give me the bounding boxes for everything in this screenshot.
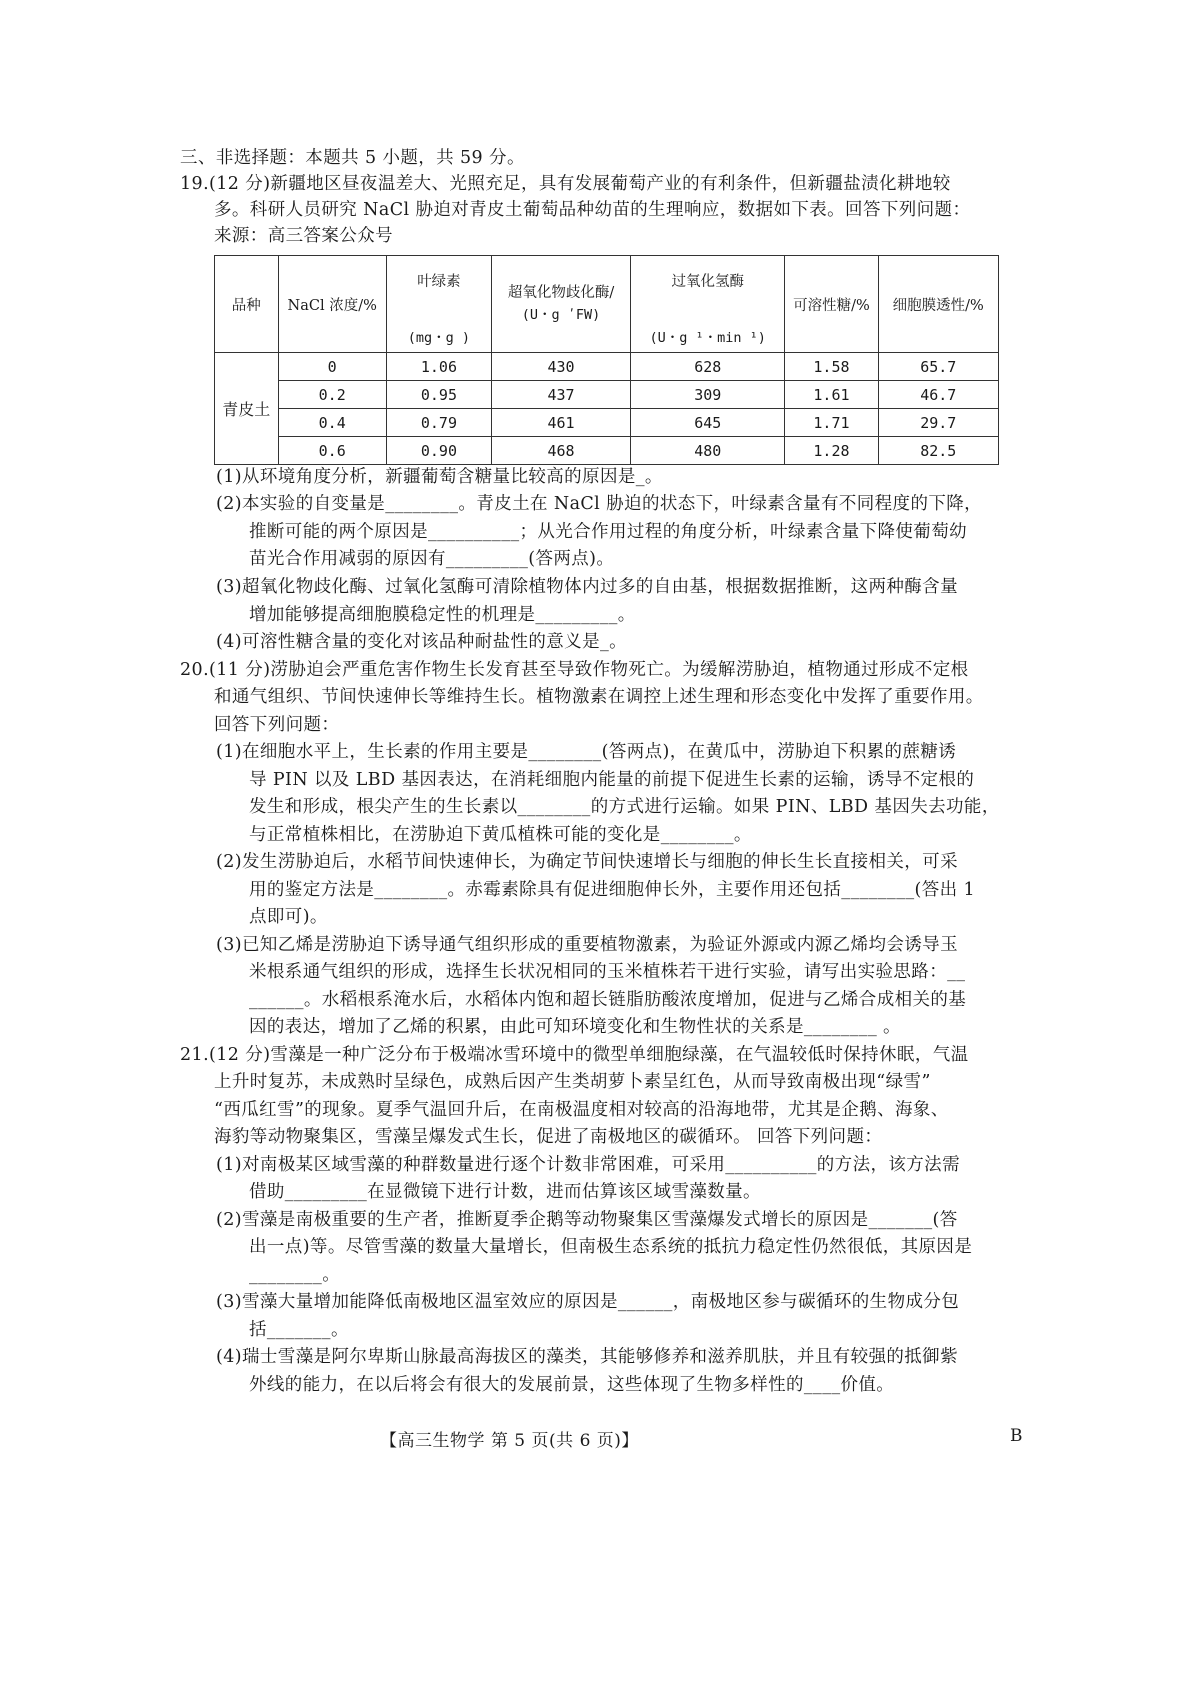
- header-membrane-permeability: 细胞膜透性/%: [878, 256, 999, 353]
- q20-part3-line-3: ______。水稻根系淹水后，水稻体内饱和超长链脂肪酸浓度增加，促进与乙烯合成相关的基: [249, 990, 967, 1010]
- cell-sugar: 1.28: [785, 437, 878, 465]
- q19-part2-line-2: 推断可能的两个原因是__________；从光合作用过程的角度分析，叶绿素含量下降使葡萄幼: [249, 522, 967, 542]
- cell-cat: 480: [631, 437, 785, 465]
- q20-part1-line-1: (1)在细胞水平上，生长素的作用主要是________(答两点)，在黄瓜中，涝胁迫下积累的蔗糖诱: [216, 742, 957, 762]
- cell-sugar: 1.61: [785, 381, 878, 409]
- header-soluble-sugar: 可溶性糖/%: [785, 256, 878, 353]
- q20-part3-line-2: 米根系通气组织的形成，选择生长状况相同的玉米植株若干进行实验，请写出实验思路：__: [249, 962, 966, 982]
- cell-chlorophyll: 1.06: [386, 353, 491, 381]
- q21-part1-line-2: 借助_________在显微镜下进行计数，进而估算该区域雪藻数量。: [249, 1182, 761, 1202]
- q20-line-3: 回答下列问题：: [214, 715, 340, 735]
- cell-sod: 461: [492, 409, 631, 437]
- q21-part1-line-1: (1)对南极某区域雪藻的种群数量进行逐个计数非常困难，可采用__________的方法，该方法需: [216, 1155, 960, 1175]
- cell-chlorophyll: 0.90: [386, 437, 491, 465]
- cell-sod: 468: [492, 437, 631, 465]
- table-row: [215, 437, 999, 465]
- q20-part2-line-3: 点即可)。: [249, 907, 328, 927]
- nacl-data-table: [214, 255, 999, 465]
- q20-line-1: 20.(11 分)涝胁迫会严重危害作物生长发育甚至导致作物死亡。为缓解涝胁迫，植物通过形成不定根: [180, 660, 969, 680]
- table-row: [215, 381, 999, 409]
- cell-chlorophyll: 0.79: [386, 409, 491, 437]
- cell-permeability: 82.5: [878, 437, 999, 465]
- q21-part2-line-1: (2)雪藻是南极重要的生产者，推断夏季企鹅等动物聚集区雪藻爆发式增长的原因是_______(答: [216, 1210, 958, 1230]
- q19-part2-line-1: (2)本实验的自变量是________。青皮土在 NaCl 胁迫的状态下，叶绿素含量有不同程度的下降，: [216, 494, 983, 514]
- q20-part1-line-4: 与正常植株相比，在涝胁迫下黄瓜植株可能的变化是________。: [249, 825, 752, 845]
- q19-part1: (1)从环境角度分析，新疆葡萄含糖量比较高的原因是_。: [216, 467, 663, 487]
- cell-sod: 437: [492, 381, 631, 409]
- header-sod-label: 超氧化物歧化酶/: [507, 285, 615, 301]
- cell-permeability: 46.7: [878, 381, 999, 409]
- cell-cat: 309: [631, 381, 785, 409]
- header-nacl: NaCl 浓度/%: [278, 256, 386, 353]
- header-variety: 品种: [215, 256, 279, 353]
- q20-part2-line-1: (2)发生涝胁迫后，水稻节间快速伸长，为确定节间快速增长与细胞的伸长生长直接相关，可采: [216, 852, 958, 872]
- footer-page-info: 【高三生物学 第 5 页(共 6 页)】: [380, 1431, 639, 1451]
- cell-permeability: 29.7: [878, 409, 999, 437]
- table-header-row: [215, 256, 999, 353]
- header-sod-unit: (U・g ʹFW): [521, 307, 601, 323]
- q20-part2-line-2: 用的鉴定方法是________。赤霉素除具有促进细胞伸长外，主要作用还包括________(答出 1: [249, 880, 976, 900]
- header-sod: [492, 256, 631, 353]
- q19-part3-line-2: 增加能够提高细胞膜稳定性的机理是_________。: [249, 605, 636, 625]
- q21-part4-line-1: (4)瑞士雪藻是阿尔卑斯山脉最高海拔区的藻类，其能够修养和滋养肌肤，并且有较强的抵御紫: [216, 1347, 958, 1367]
- q19-part2-line-3: 苗光合作用减弱的原因有_________(答两点)。: [249, 549, 615, 569]
- table-row: [215, 353, 999, 381]
- q21-part2-line-2: 出一点)等。尽管雪藻的数量大量增长，但南极生态系统的抵抗力稳定性仍然很低，其原因是: [249, 1237, 973, 1257]
- q19-part3-line-1: (3)超氧化物歧化酶、过氧化氢酶可清除植物体内过多的自由基，根据数据推断，这两种酶含量: [216, 577, 958, 597]
- q21-part3-line-1: (3)雪藻大量增加能降低南极地区温室效应的原因是______，南极地区参与碳循环的生物成分包: [216, 1292, 960, 1312]
- cell-sugar: 1.58: [785, 353, 878, 381]
- q20-part3-line-4: 因的表达，增加了乙烯的积累，由此可知环境变化和生物性状的关系是________ 。: [249, 1017, 901, 1037]
- header-cat: [631, 256, 785, 353]
- cell-permeability: 65.7: [878, 353, 999, 381]
- q20-part1-line-2: 导 PIN 以及 LBD 基因表达，在消耗细胞内能量的前提下促进生长素的运输，诱导不定根的: [249, 770, 975, 790]
- q21-part3-line-2: 括_______。: [249, 1320, 349, 1340]
- header-cat-label: 过氧化氢酶: [671, 274, 744, 290]
- q21-line-3: “西瓜红雪”的现象。夏季气温回升后，在南极温度相对较高的沿海地带，尤其是企鹅、海象、: [214, 1100, 949, 1120]
- cell-cat: 628: [631, 353, 785, 381]
- cell-nacl: 0.6: [278, 437, 386, 465]
- header-chlorophyll-label: 叶绿素: [417, 274, 461, 290]
- q19-part4: (4)可溶性糖含量的变化对该品种耐盐性的意义是_。: [216, 632, 628, 652]
- cell-chlorophyll: 0.95: [386, 381, 491, 409]
- cell-nacl: 0.4: [278, 409, 386, 437]
- header-chlorophyll-unit: (mg・g ): [407, 330, 471, 346]
- q20-line-2: 和通气组织、节间快速伸长等维持生长。植物激素在调控上述生理和形态变化中发挥了重要作用。: [214, 687, 984, 707]
- q19-line-1: 19.(12 分)新疆地区昼夜温差大、光照充足，具有发展葡萄产业的有利条件，但新疆盐渍化耕地较: [180, 174, 951, 194]
- section-header: 三、非选择题：本题共 5 小题，共 59 分。: [180, 148, 525, 168]
- q19-line-2: 多。科研人员研究 NaCl 胁迫对青皮土葡萄品种幼苗的生理响应，数据如下表。回答下列问题：: [214, 200, 971, 220]
- cell-sod: 430: [492, 353, 631, 381]
- cell-nacl: 0.2: [278, 381, 386, 409]
- cell-cat: 645: [631, 409, 785, 437]
- variety-cell: 青皮土: [215, 353, 279, 465]
- q20-part3-line-1: (3)已知乙烯是涝胁迫下诱导通气组织形成的重要植物激素，为验证外源或内源乙烯均会诱导玉: [216, 935, 958, 955]
- q19-source-line: 来源：高三答案公众号: [214, 226, 393, 246]
- q20-part1-line-3: 发生和形成，根尖产生的生长素以________的方式进行运输。如果 PIN、LBD 基因失去功能，: [249, 797, 1000, 817]
- header-chlorophyll: [386, 256, 491, 353]
- cell-sugar: 1.71: [785, 409, 878, 437]
- footer-version: B: [1010, 1426, 1023, 1446]
- q21-part4-line-2: 外线的能力，在以后将会有很大的发展前景，这些体现了生物多样性的____价值。: [249, 1375, 895, 1395]
- header-cat-unit: (U・g ¹・min ¹): [649, 330, 766, 346]
- q21-line-1: 21.(12 分)雪藻是一种广泛分布于极端冰雪环境中的微型单细胞绿藻，在气温较低时保持休眠，气温: [180, 1045, 969, 1065]
- cell-nacl: 0: [278, 353, 386, 381]
- q21-line-2: 上升时复苏，未成熟时呈绿色，成熟后因产生类胡萝卜素呈红色，从而导致南极出现“绿雪”: [214, 1072, 931, 1092]
- q21-line-4: 海豹等动物聚集区，雪藻呈爆发式生长，促进了南极地区的碳循环。 回答下列问题：: [214, 1127, 883, 1147]
- q21-part2-line-3: ________。: [249, 1265, 341, 1285]
- table-row: [215, 409, 999, 437]
